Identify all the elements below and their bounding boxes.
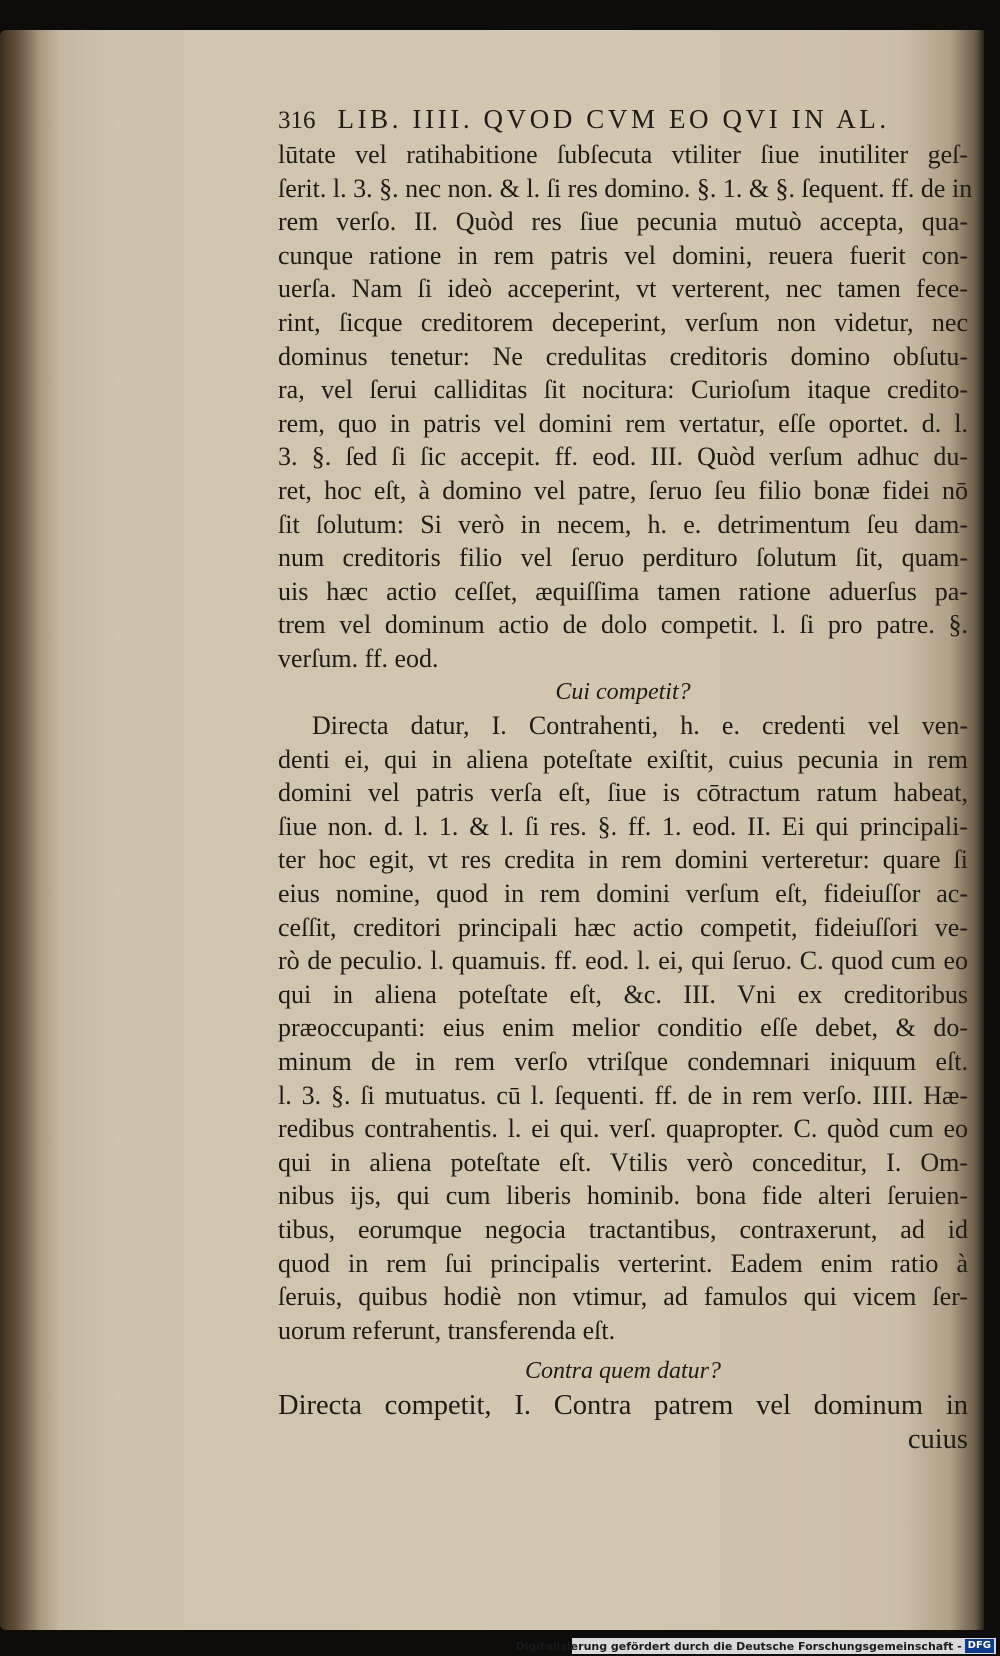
- text-line: uorum referunt, transferenda eſt.: [278, 1315, 616, 1345]
- text-line: dominus tenetur: Ne credulitas creditoris domino obſutu-: [278, 341, 968, 371]
- running-head: [278, 104, 908, 135]
- text-line: nibus ijs, qui cum liberis hominib. bona fide alteri ſeruien-: [278, 1181, 968, 1211]
- text-line: ſeruis, quibus hodiè non vtimur, ad famulos qui vicem ſer-: [278, 1282, 968, 1312]
- text-line: qui in aliena poteſtate eſt, &c. III. Vni ex creditoribus: [278, 979, 968, 1009]
- text-line: ceſſit, creditori principali hæc actio competit, fideiuſſori ve-: [278, 912, 968, 942]
- text-line: num creditoris filio vel ſeruo perdituro ſolutum ſit, quam-: [278, 543, 968, 573]
- text-line: ſit ſolutum: Si verò in necem, h. e. detrimentum ſeu dam-: [278, 509, 968, 539]
- text-line: rem verſo. II. Quòd res ſiue pecunia mutuò accepta, qua-: [278, 207, 968, 237]
- text-line: minum de in rem verſo vtriſque condemnari iniquum eſt.: [278, 1047, 968, 1077]
- running-head-title: LIB. IIII. QVOD CVM EO QVI IN AL.: [337, 104, 890, 134]
- text-line: uerſa. Nam ſi ideò acceperint, vt verterent, nec tamen fece-: [278, 274, 968, 304]
- text-line: uis hæc actio ceſſet, æquiſſima tamen ratione aduerſus pa-: [278, 576, 968, 606]
- text-line: præoccupanti: eius enim melior conditio eſſe debet, & do-: [278, 1013, 968, 1043]
- footer-credit-bar: [515, 1638, 996, 1654]
- text-line: rò de peculio. l. quamuis. ff. eod. l. ei, qui ſeruo. C. quod cum eo: [278, 946, 968, 976]
- section-heading: Contra quem datur?: [524, 1358, 721, 1385]
- text-line: rint, ſicque creditorem deceperint, verſum non videtur, nec: [278, 307, 968, 337]
- text-line: domini vel patris verſa eſt, ſiue is cōtractum ratum habeat,: [278, 778, 968, 808]
- text-line: rem, quo in patris vel domini rem vertatur, eſſe oportet. d. l.: [278, 408, 968, 438]
- text-line: ſerit. l. 3. §. nec non. & l. ſi res domino. §. 1. & §. ſequent. ff. de in: [278, 173, 973, 203]
- body-text: [278, 138, 973, 1456]
- text-line: qui in aliena poteſtate eſt. Vtilis verò conceditur, I. Om-: [278, 1147, 968, 1177]
- text-line: denti ei, qui in aliena poteſtate exiſtit, cuius pecunia in rem: [278, 744, 968, 774]
- text-line: cunque ratione in rem patris vel domini, reuera fuerit con-: [278, 240, 968, 270]
- footer-credit: Digitalisierung gefördert durch die Deutsche Forschungsgemeinschaft -: [515, 1639, 962, 1653]
- text-line: ra, vel ſerui calliditas ſit nocitura: Curioſum itaque credito-: [278, 375, 968, 405]
- text-line: 3. §. ſed ſi ſic accepit. ff. eod. III. Quòd verſum adhuc du-: [278, 442, 968, 472]
- text-line: trem vel dominum actio de dolo competit. l. ſi pro patre. §.: [278, 610, 968, 640]
- text-line: ſiue non. d. l. 1. & l. ſi res. §. ff. 1. eod. II. Ei qui principali-: [278, 811, 968, 841]
- text-line: tibus, eorumque negocia tractantibus, contraxerunt, ad id: [278, 1215, 968, 1244]
- catchword: cuius: [907, 1423, 968, 1455]
- text-line: l. 3. §. ſi mutuatus. cū l. ſequenti. ff. de in rem verſo. IIII. Hæ-: [278, 1080, 968, 1110]
- text-line: ret, hoc eſt, à domino vel patre, ſeruo ſeu filio bonæ fidei nō: [278, 475, 968, 505]
- page-number: 316: [278, 107, 316, 134]
- text-line: ter hoc egit, vt res credita in rem domini verteretur: quare ſi: [278, 845, 968, 875]
- text-line: redibus contrahentis. l. ei qui. verſ. quapropter. C. quòd cum eo: [278, 1114, 968, 1144]
- text-line: Directa competit, I. Contra patrem vel dominum in: [278, 1389, 968, 1421]
- text-line: quod in rem ſui principalis verterint. Eadem enim ratio à: [278, 1248, 968, 1278]
- section-heading: Cui competit?: [555, 678, 691, 705]
- text-line: lūtate vel ratihabitione ſubſecuta vtiliter ſiue inutiliter geſ-: [278, 140, 968, 169]
- text-line: Directa datur, I. Contrahenti, h. e. credenti vel ven-: [312, 711, 968, 741]
- dfg-logo-icon: DFG: [965, 1639, 994, 1653]
- text-line: verſum. ff. eod.: [278, 643, 439, 673]
- text-line: eius nomine, quod in rem domini verſum eſt, fideiuſſor ac-: [278, 879, 968, 909]
